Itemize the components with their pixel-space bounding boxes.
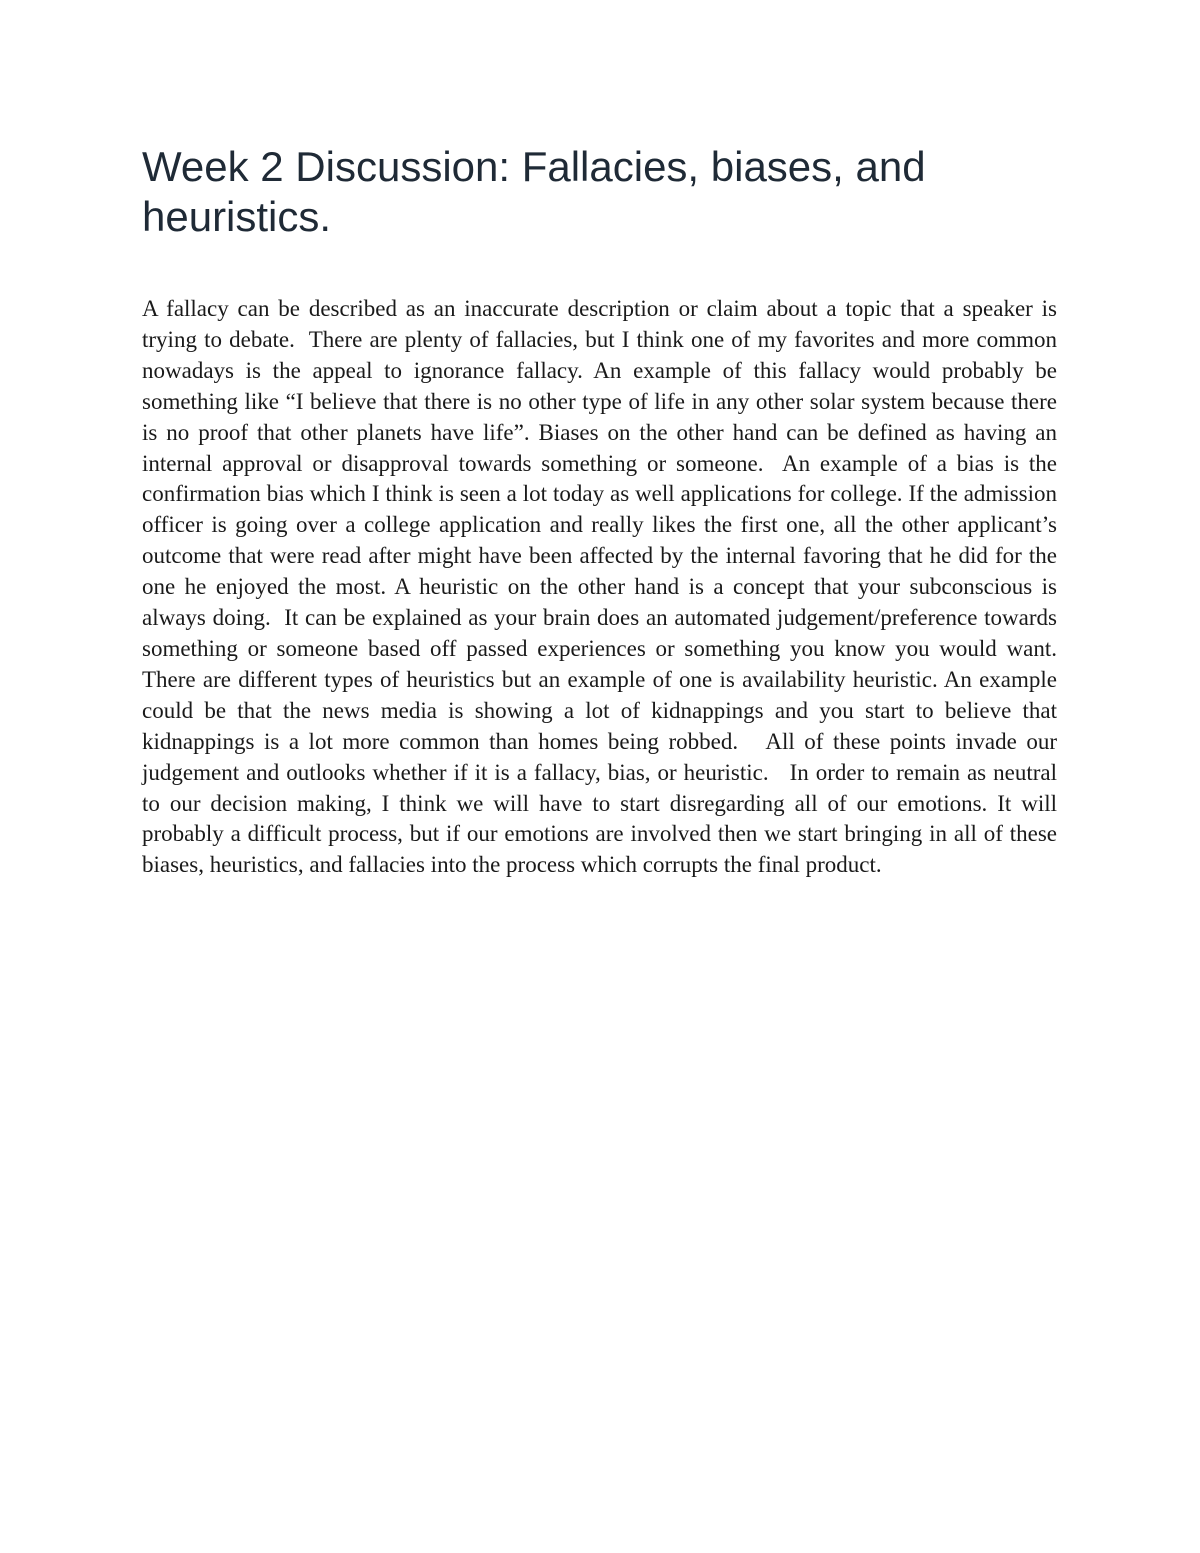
document-title: Week 2 Discussion: Fallacies, biases, and heuristics. [142, 143, 926, 240]
document-body-paragraph: A fallacy can be described as an inaccurate description or claim about a topic that a speaker is trying to debate. There are plenty of fallacies, but I think one of my favorites and more common nowadays is the appeal to ignorance fallacy. An example of this fallacy would probably be something like “I believe that there is no other type of life in any other solar system because there is no proof that other planets have life”. Biases on the other hand can be defined as having an internal approval or disapproval towards something or someone. An example of a bias is the confirmation bias which I think is seen a lot today as well applications for college. If the admission officer is going over a college application and really likes the first one, all the other applicant’s outcome that were read after might have been affected by the internal favoring that he did for the one he enjoyed the most. A heuristic on the other hand is a concept that your subconscious is always doing. It can be explained as your brain does an automated judgement/preference towards something or someone based off passed experiences or something you know you would want. There are different types of heuristics but an example of one is availability heuristic. An example could be that the news media is showing a lot of kidnappings and you start to believe that kidnappings is a lot more common than homes being robbed. All of these points invade our judgement and outlooks whether if it is a fallacy, bias, or heuristic. In order to remain as neutral to our decision making, I think we will have to start disregarding all of our emotions. It will probably a difficult process, but if our emotions are involved then we start bringing in all of these biases, heuristics, and fallacies into the process which corrupts the final product. [142, 296, 1063, 878]
